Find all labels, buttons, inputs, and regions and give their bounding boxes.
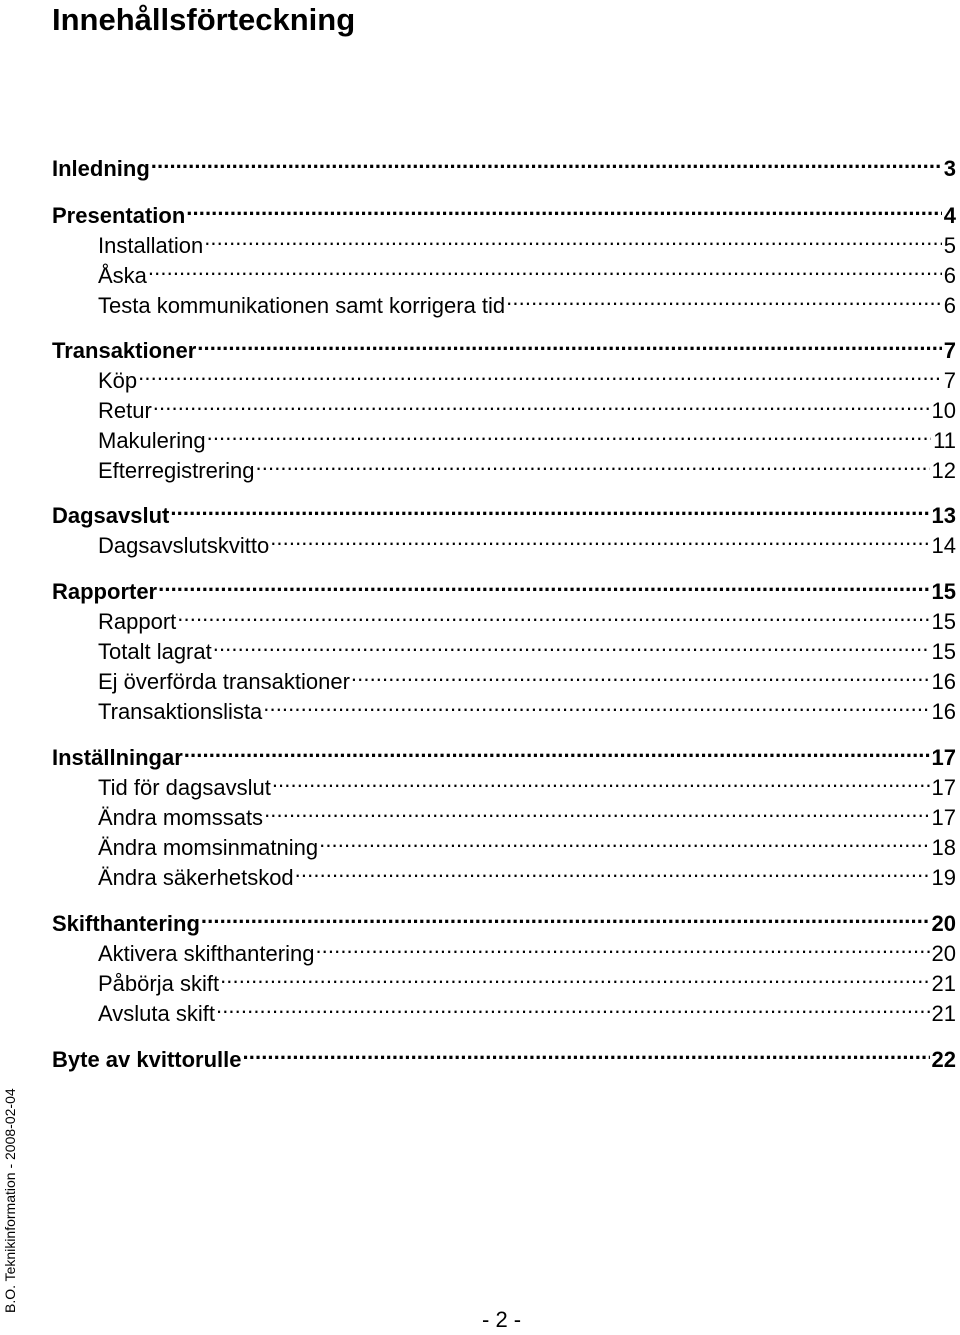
toc-entry[interactable] — [98, 358, 956, 393]
dot-leader — [200, 901, 930, 931]
dot-leader — [183, 735, 930, 765]
toc-entry[interactable] — [52, 901, 956, 936]
toc-entry-page: 14 — [931, 533, 956, 558]
toc-entry-page: 16 — [931, 669, 956, 694]
dot-leader — [318, 825, 929, 855]
dot-leader — [196, 328, 941, 358]
toc-entry[interactable] — [52, 569, 956, 604]
toc-entry-page: 15 — [931, 639, 956, 664]
toc-entry-page: 20 — [931, 911, 956, 936]
toc-entry-label: Påbörja skift — [98, 971, 220, 996]
toc-entry-page: 4 — [943, 203, 956, 228]
toc-entry-label: Tid för dagsavslut — [98, 775, 271, 800]
toc-entry-label: Inställningar — [52, 745, 183, 770]
toc-entry[interactable] — [98, 223, 956, 258]
toc-entry-page: 13 — [931, 503, 956, 528]
toc-entry[interactable] — [98, 599, 956, 634]
toc-entry[interactable] — [98, 283, 956, 318]
toc-entry-label: Ändra momsinmatning — [98, 835, 319, 860]
dot-leader — [150, 146, 942, 176]
toc-entry[interactable] — [98, 448, 956, 483]
toc-entry-page: 15 — [931, 609, 956, 634]
dot-leader — [269, 523, 929, 553]
toc-entry-label: Presentation — [52, 203, 186, 228]
toc-entry[interactable] — [98, 855, 956, 890]
page-title: Innehållsförteckning — [52, 2, 356, 37]
dot-leader — [147, 253, 942, 283]
toc-entry-page: 18 — [931, 835, 956, 860]
toc-entry-page: 17 — [931, 745, 956, 770]
dot-leader — [255, 448, 930, 478]
dot-leader — [176, 599, 929, 629]
toc-entry[interactable] — [98, 825, 956, 860]
dot-leader — [219, 961, 929, 991]
dot-leader — [350, 659, 930, 689]
toc-entry[interactable] — [98, 629, 956, 664]
toc-entry-label: Makulering — [98, 428, 206, 453]
toc-entry-page: 17 — [931, 775, 956, 800]
toc-entry[interactable] — [98, 418, 956, 453]
toc-entry-label: Köp — [98, 368, 138, 393]
toc-entry[interactable] — [52, 146, 956, 181]
dot-leader — [212, 629, 930, 659]
dot-leader — [263, 795, 929, 825]
toc-entry[interactable] — [98, 689, 956, 724]
toc-entry-label: Ej överförda transaktioner — [98, 669, 350, 694]
dot-leader — [169, 493, 929, 523]
toc-entry-page: 3 — [943, 156, 956, 181]
toc-entry-label: Dagsavslut — [52, 503, 170, 528]
toc-entry[interactable] — [98, 523, 956, 558]
toc-entry[interactable] — [98, 659, 956, 694]
toc-entry[interactable] — [98, 795, 956, 830]
toc-entry-page: 19 — [931, 865, 956, 890]
toc-entry-label: Byte av kvittorulle — [52, 1047, 242, 1072]
toc-entry-page: 12 — [931, 458, 956, 483]
toc-entry-page: 17 — [931, 805, 956, 830]
toc-entry-label: Rapporter — [52, 579, 158, 604]
toc-entry-page: 15 — [931, 579, 956, 604]
toc-entry[interactable] — [52, 493, 956, 528]
toc-entry-label: Rapport — [98, 609, 177, 634]
dot-leader — [271, 765, 930, 795]
toc-entry-label: Avsluta skift — [98, 1001, 215, 1026]
dot-leader — [206, 418, 932, 448]
toc-entry-label: Skifthantering — [52, 911, 200, 936]
toc-entry-label: Ändra momssats — [98, 805, 264, 830]
toc-entry-page: 6 — [943, 263, 956, 288]
toc-entry[interactable] — [52, 1037, 956, 1072]
dot-leader — [157, 569, 929, 599]
toc-entry[interactable] — [98, 961, 956, 996]
dot-leader — [137, 358, 942, 388]
toc-entry-page: 21 — [931, 971, 956, 996]
page-number: - 2 - — [482, 1307, 522, 1332]
dot-leader — [152, 388, 930, 418]
toc-entry-page: 7 — [943, 338, 956, 363]
toc-entry-label: Ändra säkerhetskod — [98, 865, 294, 890]
toc-entry-label: Aktivera skifthantering — [98, 941, 315, 966]
toc-entry-page: 20 — [931, 941, 956, 966]
toc-entry-page: 16 — [931, 699, 956, 724]
dot-leader — [294, 855, 930, 885]
toc-entry-page: 21 — [931, 1001, 956, 1026]
toc-entry[interactable] — [52, 735, 956, 770]
toc-entry-page: 10 — [931, 398, 956, 423]
toc-entry-label: Inledning — [52, 156, 150, 181]
dot-leader — [314, 931, 929, 961]
toc-entry-label: Totalt lagrat — [98, 639, 212, 664]
toc-entry[interactable] — [52, 328, 956, 363]
toc-entry-page: 5 — [943, 233, 956, 258]
toc-entry-page: 11 — [933, 428, 956, 453]
dot-leader — [215, 991, 930, 1021]
side-footer-note: B.O. Teknikinformation - 2008-02-04 — [2, 1088, 18, 1313]
dot-leader — [203, 223, 942, 253]
toc-entry-label: Testa kommunikationen samt korrigera tid — [98, 293, 506, 318]
toc-entry-label: Åska — [98, 263, 147, 288]
toc-entry[interactable] — [98, 253, 956, 288]
toc-entry[interactable] — [52, 193, 956, 228]
dot-leader — [185, 193, 941, 223]
dot-leader — [505, 283, 942, 313]
toc-entry-label: Transaktionslista — [98, 699, 263, 724]
toc-entry[interactable] — [98, 388, 956, 423]
toc-entry-page: 22 — [931, 1047, 956, 1072]
toc-entry-label: Dagsavslutskvitto — [98, 533, 270, 558]
toc-entry[interactable] — [98, 991, 956, 1026]
toc-entry-page: 7 — [943, 368, 956, 393]
dot-leader — [262, 689, 929, 719]
toc-entry-page: 6 — [943, 293, 956, 318]
dot-leader — [242, 1037, 930, 1067]
toc-entry-label: Retur — [98, 398, 152, 423]
toc-entry[interactable] — [98, 765, 956, 800]
toc-entry-label: Transaktioner — [52, 338, 197, 363]
toc-entry-label: Installation — [98, 233, 204, 258]
toc-entry-label: Efterregistrering — [98, 458, 255, 483]
toc-entry[interactable] — [98, 931, 956, 966]
